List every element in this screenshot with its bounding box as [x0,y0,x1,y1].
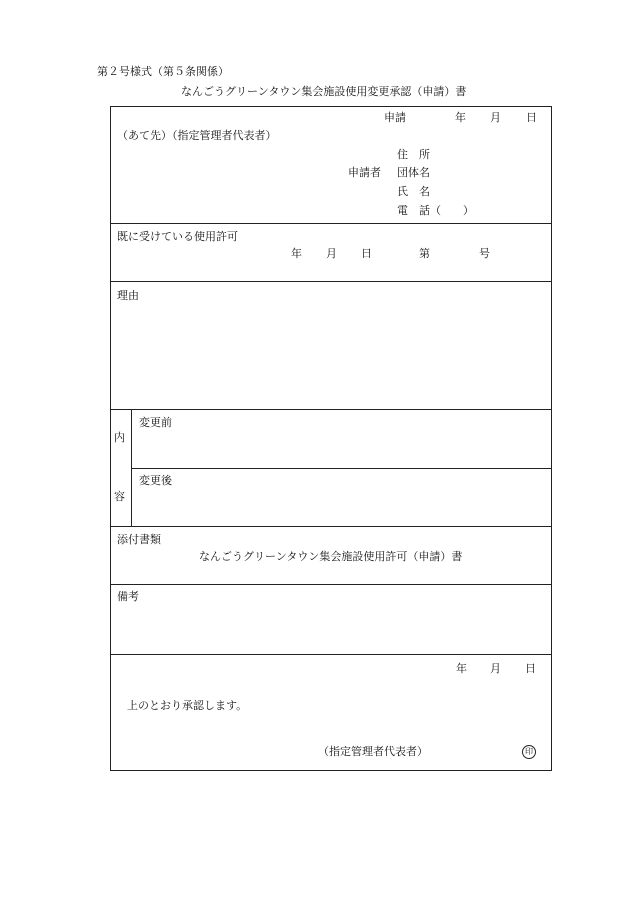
application-year-label: 年 [455,111,466,124]
row-divider-permit [110,281,552,282]
approval-month-label: 月 [490,662,501,675]
permit-number-prefix: 第 [419,247,430,260]
column-divider-content [131,409,132,526]
addressee-label: （あて先）（指定管理者代表者） [117,129,277,142]
application-month-label: 月 [490,111,501,124]
row-divider-content [110,526,552,527]
name-label: 氏 名 [397,185,430,198]
row-divider-attachments [110,584,552,585]
permit-month-label: 月 [326,247,337,260]
remarks-label: 備考 [117,590,139,603]
existing-permit-label: 既に受けている使用許可 [117,230,238,243]
application-day-label: 日 [526,111,537,124]
permit-number-suffix: 号 [479,247,490,260]
form-title: なんごうグリーンタウン集会施設使用変更承認（申請）書 [181,85,467,98]
address-label: 住 所 [397,148,430,161]
permit-day-label: 日 [361,247,372,260]
row-divider-applicant [110,223,552,224]
reason-label: 理由 [117,289,139,302]
attachments-label: 添付書類 [117,533,161,546]
form-table [110,106,552,771]
group-name-label: 団体名 [397,166,430,179]
attachment-item: なんごうグリーンタウン集会施設使用許可（申請）書 [199,550,463,563]
content-side-label-bottom: 容 [114,490,125,503]
approval-year-label: 年 [456,662,467,675]
phone-label: 電 話（ ） [397,204,474,217]
row-divider-reason [110,409,552,410]
application-date-label: 申請 [384,111,406,124]
permit-year-label: 年 [291,247,302,260]
approval-day-label: 日 [525,662,536,675]
after-change-label: 変更後 [139,474,172,487]
applicant-label: 申請者 [348,166,381,179]
form-number: 第２号様式（第５条関係） [97,65,229,78]
row-divider-remarks [110,654,552,655]
content-side-label-top: 内 [114,431,125,444]
signatory-label: （指定管理者代表者） [318,745,428,758]
seal-mark: 印 [522,745,536,759]
before-change-label: 変更前 [139,416,172,429]
row-divider-content-inner [131,468,552,469]
approval-statement: 上のとおり承認します。 [127,699,248,712]
